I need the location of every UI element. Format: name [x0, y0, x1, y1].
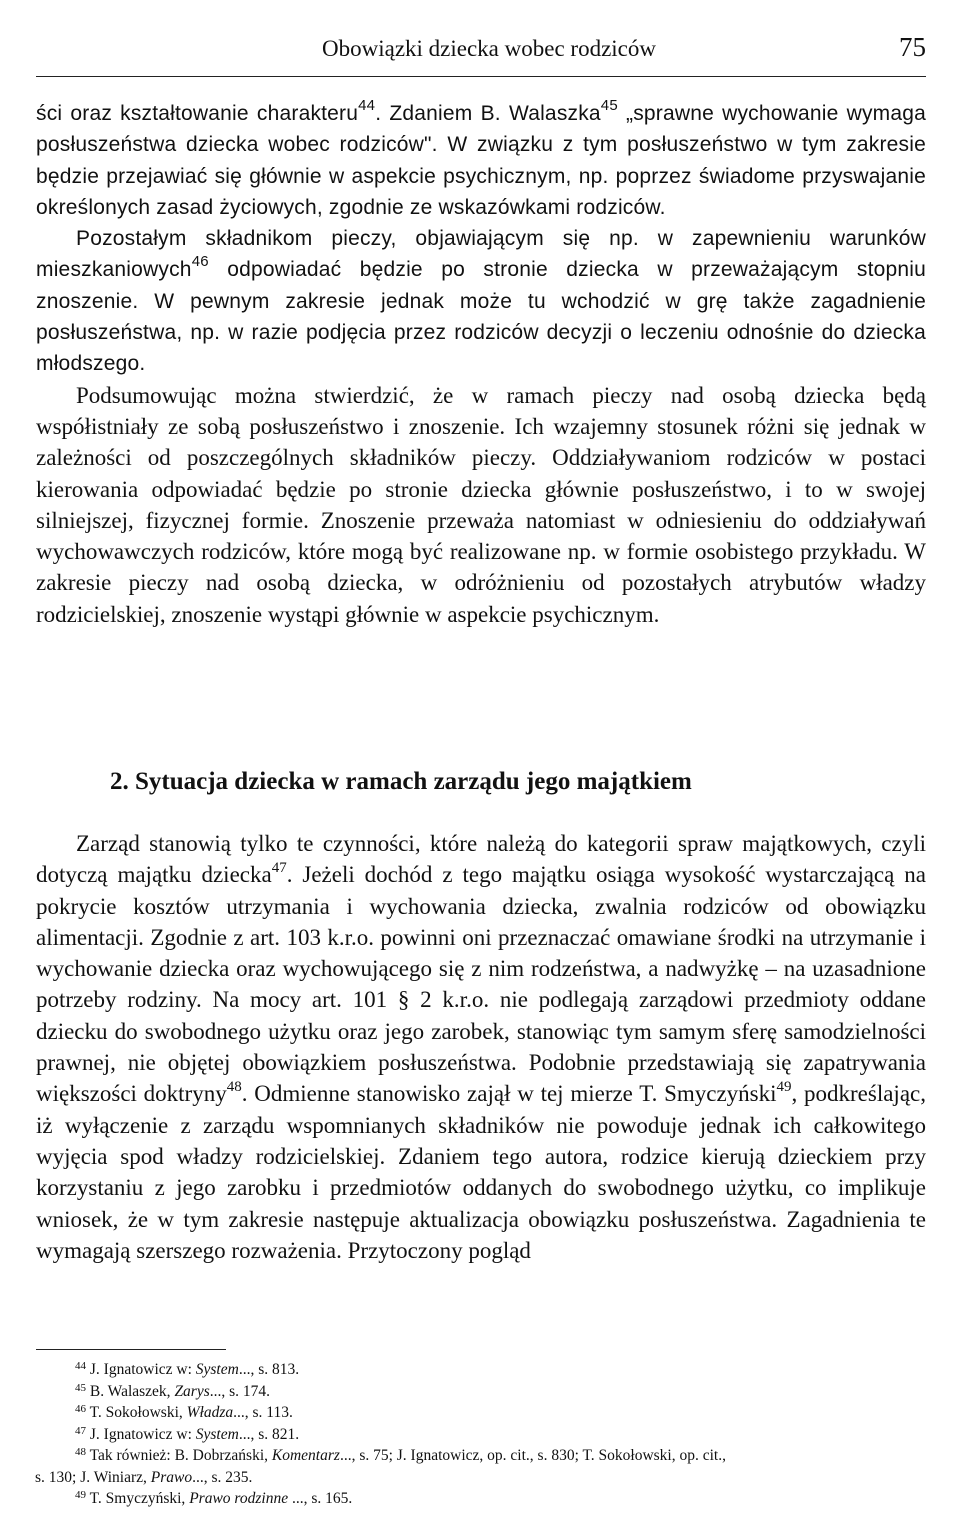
footnote-49: $^{49}$ T. Smyczyński, Prawo rodzinne ..., s. 165.: [75, 1489, 353, 1507]
footnote-45: $^{45}$ B. Walaszek, Zarys..., s. 174.: [75, 1381, 271, 1400]
footnote-44: $^{44}$ J. Ignatowicz w: System..., s. 813.: [75, 1360, 300, 1378]
footnote-48-continued: s. 130; J. Winiarz, Prawo..., s. 235.: [35, 1468, 253, 1486]
footnote-47: $^{47}$ J. Ignatowicz w: System..., s. 821.: [75, 1424, 300, 1443]
footnote-ref-44[interactable]: 44: [358, 97, 376, 114]
page-header: [36, 32, 926, 76]
paragraph-3: Podsumowując można stwierdzić, że w ramach pieczy nad osobą dziecka będą współistniały ze sobą posłuszeństwo i znoszenie. Ich wzajemny stosunek różni się jednak w zależności od poszczególnych składników pieczy. Oddziaływaniom rodziców w postaci kierowania odpowiadać będzie po stronie dziecka głównie posłuszeństwo, i to w swojej silniejszej, fizycznej formie. Znoszenie przeważa natomiast w odniesieniu do oddziaływań wychowawczych rodziców, które mogą być realizowane np. w formie osobistego przykładu. W zakresie pieczy nad osobą dziecka, w odróżnieniu od pozostałych atrybutów władzy rodzicielskiej, znoszenie wystąpi głównie w aspekcie psychicznym.: [36, 382, 926, 627]
header-rule: [36, 76, 926, 77]
section-1-body: [36, 98, 926, 630]
footnote-ref-45[interactable]: 45: [600, 97, 618, 114]
paragraph-2: Pozostałym składnikom pieczy, objawiającym się np. w zapewnieniu warunków mieszkaniowych$^{46}$ odpowiadać będzie po stronie dziecka w przeważającym stopniu znoszenie. W pewnym zakresie jednak może tu wchodzić w grę także zagadnienie posłuszeństwa, np. w razie podjęcia przez rodziców decyzji o leczeniu odnośnie do dziecka młodszego.: [36, 227, 926, 376]
footnote-48: $^{48}$ Tak również: B. Dobrzański, Komentarz..., s. 75; J. Ignatowicz, op. cit., s. 830; T. Sokołowski, op. cit.,: [75, 1446, 726, 1464]
running-head: Obowiązki dziecka wobec rodziców: [322, 36, 656, 61]
footnote-46: $^{46}$ T. Sokołowski, Władza..., s. 113.: [75, 1403, 293, 1421]
page-number: 75: [899, 32, 926, 62]
footnote-ref-49[interactable]: 49: [776, 1079, 792, 1096]
footnote-ref-46[interactable]: 46: [191, 253, 209, 271]
paragraph-1: ści oraz kształtowanie charakteru$^{44}$. Zdaniem B. Walaszka$^{45}$ „sprawne wychowanie wymaga posłuszeństwa dziecka wobec rodziców". W związku z tym posłuszeństwo w tym zakresie będzie przejawiać się głównie w aspekcie psychicznym, np. poprzez świadome przyswajanie określonych zasad życiowych, zgodnie ze wskazówkami rodziców.: [36, 97, 926, 219]
footnotes: [36, 1359, 926, 1510]
section-2: [36, 768, 926, 1266]
section-heading: 2. Sytuacja dziecka w ramach zarządu jego majątkiem: [110, 768, 692, 795]
footnote-ref-48[interactable]: 48: [226, 1079, 242, 1096]
section-2-paragraph: Zarząd stanowią tylko te czynności, które należą do kategorii spraw majątkowych, czyli dotyczą majątku dziecka$^{47}$. Jeżeli dochód z tego majątku osiąga wysokość wystarczającą na pokrycie kosztów utrzymania i wychowania dziecka, zwalnia rodziców od obowiązku alimentacji. Zgodnie z art. 103 k.r.o. powinni oni przeznaczać omawiane środki na utrzymanie i wychowanie dziecka oraz wychowującego się z nim rodzeństwa, a nadwyżkę – na uzasadnione potrzeby rodziny. Na mocy art. 101 § 2 k.r.o. nie podlegają zarządowi przedmioty oddane dziecku do swobodnego użytku oraz jego zarobek, stanowiąc tym samym sferę samodzielności prawnej, nie objętej obowiązkiem posłuszeństwa. Podobnie przedstawiają się zapatrywania większości doktryny$^{48}$. Odmienne stanowisko zajął w tej mierze T. Smyczyński$^{49}$, podkreślając, iż wyłączenie z zarządu wspomnianych składników nie powoduje jednak ich całkowitego wyjęcia spod władzy rodzicielskiej. Zdaniem tego autora, rodzice kierują dzieckiem przy korzystaniu z jego zarobku i przedmiotów oddanych do swobodnego użytku, co implikuje wniosek, że w tym zakresie następuje aktualizacja obowiązku posłuszeństwa. Zagadnienia te wymagają szerszego rozważenia. Przytoczony pogląd: [36, 831, 926, 1263]
footnote-ref-47[interactable]: 47: [271, 860, 287, 877]
footnote-rule: [36, 1349, 226, 1350]
